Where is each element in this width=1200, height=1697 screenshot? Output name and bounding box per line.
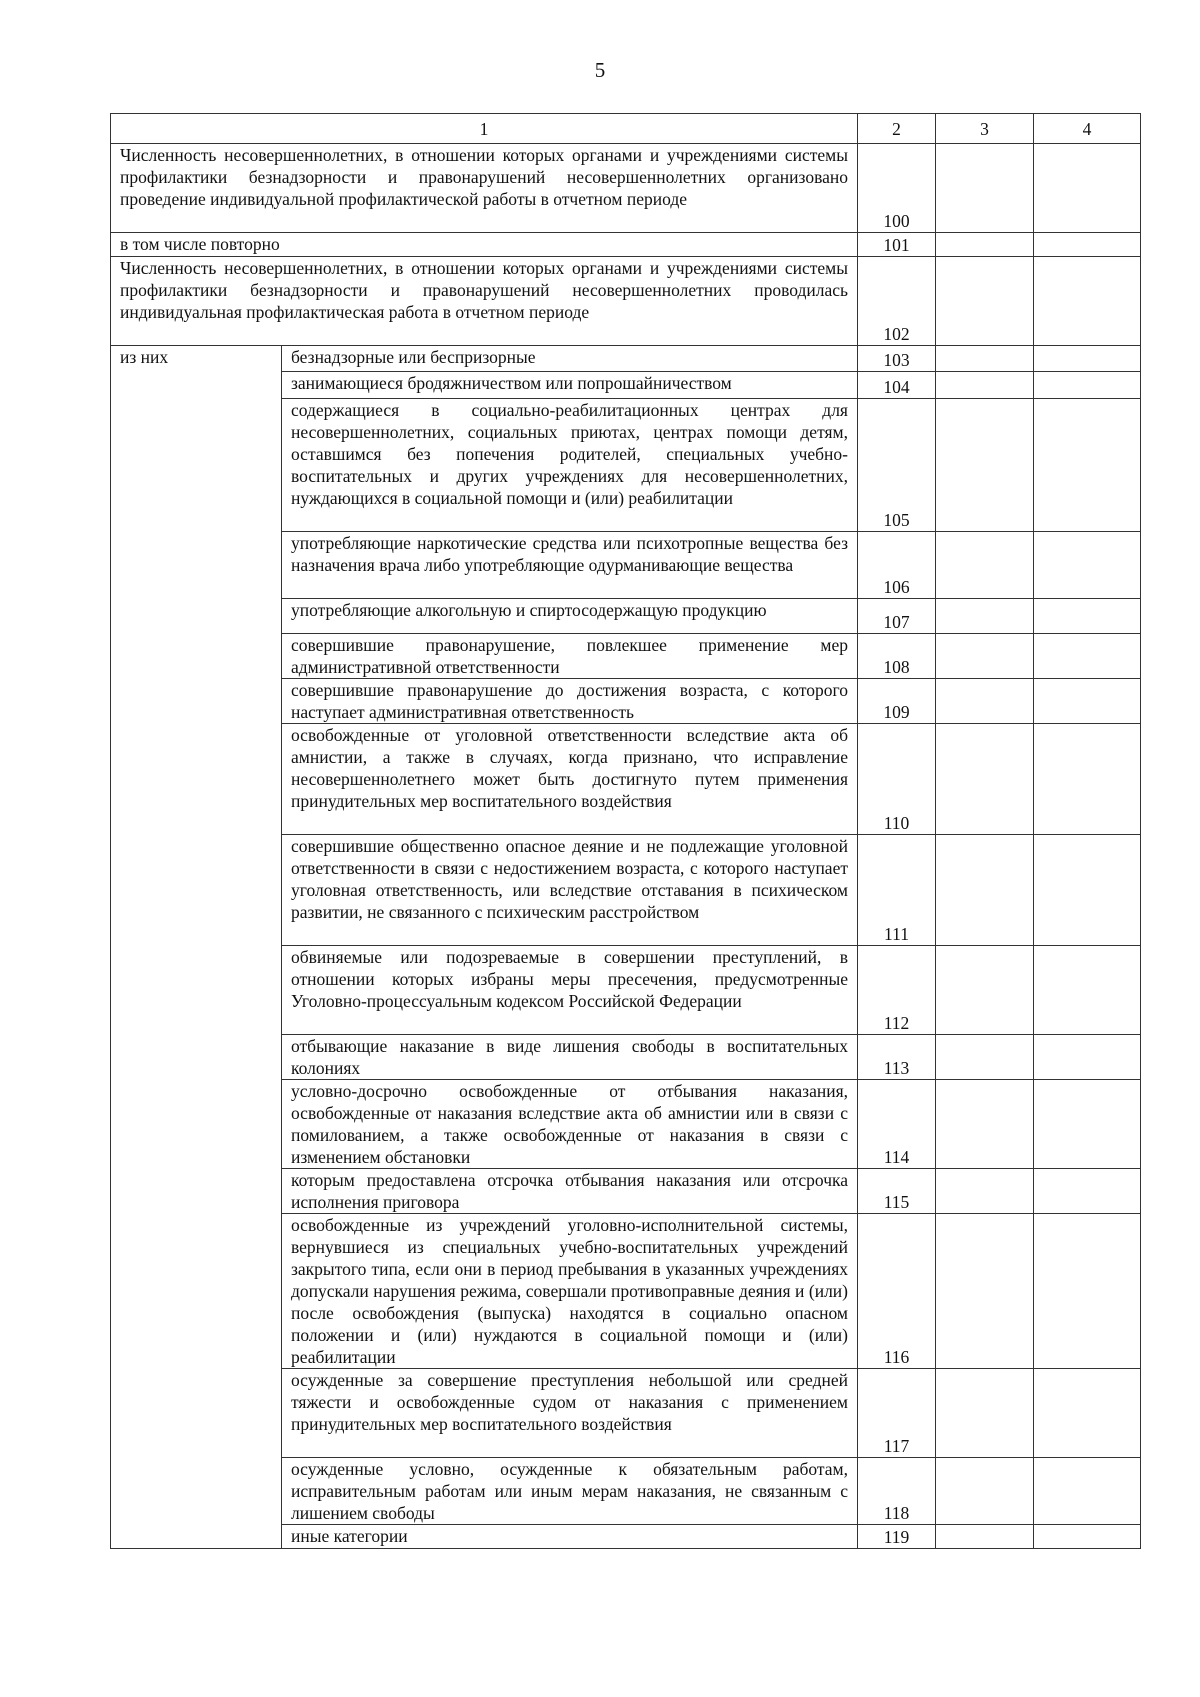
row-code: 116 (858, 1214, 936, 1369)
row-description: совершившие правонарушение до достижения возраста, с которого наступает административная ответственность (282, 679, 858, 724)
row-description: которым предоставлена отсрочка отбывания наказания или отсрочка исполнения приговора (282, 1169, 858, 1214)
statistics-table (110, 113, 1141, 1549)
value-cell-col4 (1034, 679, 1141, 724)
table-row (111, 372, 1141, 399)
row-code: 104 (858, 372, 936, 399)
row-code: 103 (858, 346, 936, 372)
value-cell-col3 (936, 599, 1034, 634)
value-cell-col4 (1034, 1458, 1141, 1525)
row-code: 110 (858, 724, 936, 835)
value-cell-col3 (936, 1525, 1034, 1549)
row-description: безнадзорные или беспризорные (282, 346, 858, 372)
row-code: 114 (858, 1080, 936, 1169)
value-cell-col3 (936, 679, 1034, 724)
value-cell-col4 (1034, 532, 1141, 599)
value-cell-col3 (936, 634, 1034, 679)
row-code: 113 (858, 1035, 936, 1080)
value-cell-col3 (936, 835, 1034, 946)
value-cell-col4 (1034, 634, 1141, 679)
row-description: содержащиеся в социально-реабилитационных центрах для несовершеннолетних, социальных приютах, центрах помощи детям, оставшимся без попечения родителей, специальных учебно-воспитательных и других учреждениях для несовершеннолетних, нуждающихся в социальной помощи и (или) реабилитации (282, 399, 858, 532)
table-row (111, 257, 1141, 346)
row-description: Численность несовершеннолетних, в отношении которых органами и учреждениями системы профилактики безнадзорности и правонарушений несовершеннолетних проводилась индивидуальная профилактическая работа в отчетном периоде (111, 257, 858, 346)
row-description: иные категории (282, 1525, 858, 1549)
value-cell-col4 (1034, 946, 1141, 1035)
value-cell-col4 (1034, 144, 1141, 233)
header-col-4: 4 (1034, 114, 1141, 144)
value-cell-col3 (936, 1169, 1034, 1214)
value-cell-col4 (1034, 1369, 1141, 1458)
row-code: 106 (858, 532, 936, 599)
row-description: осужденные условно, осужденные к обязательным работам, исправительным работам или иным мерам наказания, не связанным с лишением свободы (282, 1458, 858, 1525)
value-cell-col4 (1034, 346, 1141, 372)
value-cell-col3 (936, 1035, 1034, 1080)
value-cell-col4 (1034, 724, 1141, 835)
group-label: из них (111, 346, 282, 372)
row-description: освобожденные из учреждений уголовно-исполнительной системы, вернувшиеся из специальных учебно-воспитательных учреждений закрытого типа, если они в период пребывания в указанных учреждениях допускали нарушения режима, совершали противоправные деяния и (или) после освобождения (выпуска) находятся в социально опасном положении и (или) нуждаются в социальной помощи и (или) реабилитации (282, 1214, 858, 1369)
value-cell-col4 (1034, 599, 1141, 634)
group-label-spacer (111, 372, 282, 1549)
row-description: занимающиеся бродяжничеством или попрошайничеством (282, 372, 858, 399)
row-description: совершившие общественно опасное деяние и не подлежащие уголовной ответственности в связи с недостижением возраста, с которого наступает уголовная ответственность, или вследствие отставания в психическом развитии, не связанного с психическим расстройством (282, 835, 858, 946)
header-col-2: 2 (858, 114, 936, 144)
row-description: употребляющие наркотические средства или психотропные вещества без назначения врача либо употребляющие одурманивающие вещества (282, 532, 858, 599)
value-cell-col4 (1034, 1214, 1141, 1369)
value-cell-col3 (936, 144, 1034, 233)
value-cell-col3 (936, 946, 1034, 1035)
value-cell-col4 (1034, 372, 1141, 399)
row-code: 109 (858, 679, 936, 724)
table-row (111, 144, 1141, 233)
value-cell-col3 (936, 1369, 1034, 1458)
value-cell-col4 (1034, 399, 1141, 532)
table-row (111, 346, 1141, 372)
value-cell-col3 (936, 372, 1034, 399)
value-cell-col4 (1034, 233, 1141, 257)
value-cell-col3 (936, 257, 1034, 346)
value-cell-col4 (1034, 1080, 1141, 1169)
row-description: отбывающие наказание в виде лишения свободы в воспитательных колониях (282, 1035, 858, 1080)
value-cell-col4 (1034, 1525, 1141, 1549)
row-code: 105 (858, 399, 936, 532)
row-description: совершившие правонарушение, повлекшее применение мер административной ответственности (282, 634, 858, 679)
row-code: 117 (858, 1369, 936, 1458)
row-code: 100 (858, 144, 936, 233)
row-code: 112 (858, 946, 936, 1035)
row-description: освобожденные от уголовной ответственности вследствие акта об амнистии, а также в случаях, когда признано, что исправление несовершеннолетнего может быть достигнуто путем применения принудительных мер воспитательного воздействия (282, 724, 858, 835)
row-code: 115 (858, 1169, 936, 1214)
table-header-row (111, 114, 1141, 144)
row-code: 118 (858, 1458, 936, 1525)
row-description: Численность несовершеннолетних, в отношении которых органами и учреждениями системы профилактики безнадзорности и правонарушений несовершеннолетних организовано проведение индивидуальной профилактической работы в отчетном периоде (111, 144, 858, 233)
row-code: 107 (858, 599, 936, 634)
value-cell-col3 (936, 1458, 1034, 1525)
value-cell-col4 (1034, 1035, 1141, 1080)
row-description: в том числе повторно (111, 233, 858, 257)
value-cell-col3 (936, 724, 1034, 835)
table-row (111, 233, 1141, 257)
header-col-1: 1 (111, 114, 858, 144)
row-code: 108 (858, 634, 936, 679)
value-cell-col4 (1034, 257, 1141, 346)
value-cell-col4 (1034, 1169, 1141, 1214)
row-description: осужденные за совершение преступления небольшой или средней тяжести и освобожденные судом от наказания с применением принудительных мер воспитательного воздействия (282, 1369, 858, 1458)
row-code: 119 (858, 1525, 936, 1549)
row-code: 101 (858, 233, 936, 257)
value-cell-col4 (1034, 835, 1141, 946)
row-code: 102 (858, 257, 936, 346)
value-cell-col3 (936, 1080, 1034, 1169)
row-description: условно-досрочно освобожденные от отбывания наказания, освобожденные от наказания вследствие акта об амнистии или в связи с помилованием, а также освобожденные от наказания в связи с изменением обстановки (282, 1080, 858, 1169)
value-cell-col3 (936, 1214, 1034, 1369)
value-cell-col3 (936, 399, 1034, 532)
value-cell-col3 (936, 233, 1034, 257)
row-description: употребляющие алкогольную и спиртосодержащую продукцию (282, 599, 858, 634)
header-col-3: 3 (936, 114, 1034, 144)
row-code: 111 (858, 835, 936, 946)
row-description: обвиняемые или подозреваемые в совершении преступлений, в отношении которых избраны меры пресечения, предусмотренные Уголовно-процессуальным кодексом Российской Федерации (282, 946, 858, 1035)
page-number: 5 (594, 58, 606, 82)
value-cell-col3 (936, 346, 1034, 372)
value-cell-col3 (936, 532, 1034, 599)
